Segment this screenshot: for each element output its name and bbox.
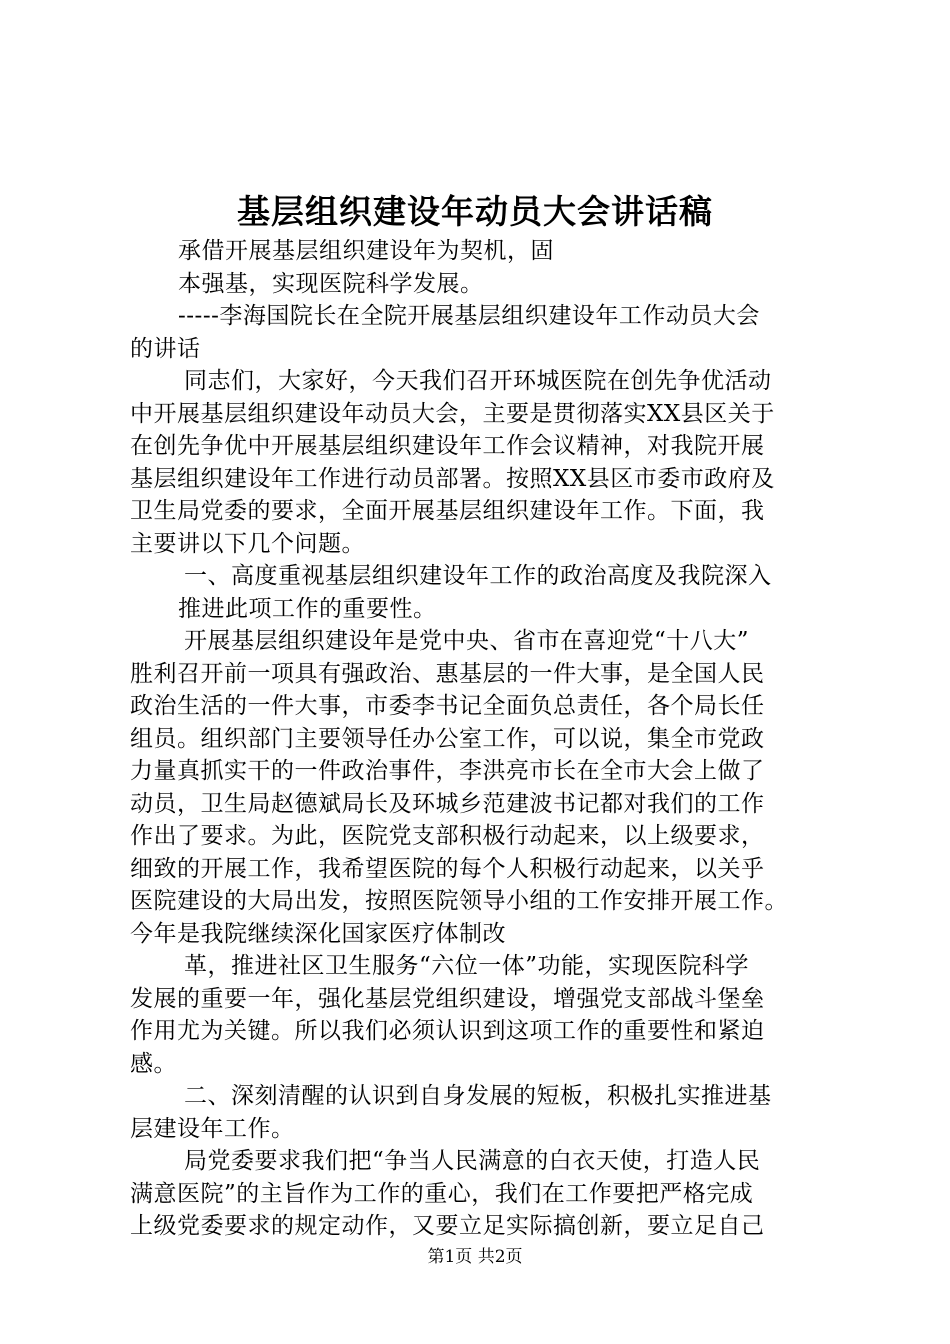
text-line: 开展基层组织建设年是党中央、省市在喜迎党“十八大” <box>184 628 750 654</box>
text-line: 作出了要求。为此，医院党支部积极行动起来，以上级要求， <box>130 823 765 849</box>
text-line: 上级党委要求的规定动作，又要立足实际搞创新，要立足自己 <box>130 1213 765 1239</box>
text-line: 层建设年工作。 <box>130 1116 295 1142</box>
text-line: 满意医院”的主旨作为工作的重心，我们在工作要把严格完成 <box>130 1181 754 1207</box>
text-line: 中开展基层组织建设年动员大会，主要是贯彻落实XX县区关于 <box>130 401 775 427</box>
page-footer: 第1页 共2页 <box>427 1247 523 1267</box>
text-line: 动员，卫生局赵德斌局长及环城乡范建波书记都对我们的工作 <box>130 791 765 817</box>
text-line: 卫生局党委的要求，全面开展基层组织建设年工作。下面，我 <box>130 498 765 524</box>
text-line: 承借开展基层组织建设年为契机，固 <box>178 238 554 264</box>
text-line: 基层组织建设年工作进行动员部署。按照XX县区市委市政府及 <box>130 466 775 492</box>
text-line: 今年是我院继续深化国家医疗体制改 <box>130 921 506 947</box>
text-line: 局党委要求我们把“争当人民满意的白衣天使，打造人民 <box>184 1148 761 1174</box>
text-line: 作用尤为关键。所以我们必须认识到这项工作的重要性和紧迫 <box>130 1018 765 1044</box>
text-line: 在创先争优中开展基层组织建设年工作会议精神，对我院开展 <box>130 433 765 459</box>
text-line: -----李海国院长在全院开展基层组织建设年工作动员大会 <box>178 303 760 329</box>
text-line: 本强基，实现医院科学发展。 <box>178 271 484 297</box>
text-line: 的讲话 <box>130 336 201 362</box>
document-title: 基层组织建设年动员大会讲话稿 <box>237 192 713 231</box>
text-line: 胜利召开前一项具有强政治、惠基层的一件大事，是全国人民 <box>130 661 765 687</box>
text-line: 组员。组织部门主要领导任办公室工作，可以说，集全市党政 <box>130 726 765 752</box>
text-line: 感。 <box>130 1051 177 1077</box>
text-line: 力量真抓实干的一件政治事件，李洪亮市长在全市大会上做了 <box>130 758 765 784</box>
text-line: 主要讲以下几个问题。 <box>130 531 365 557</box>
text-line: 发展的重要一年，强化基层党组织建设，增强党支部战斗堡垒 <box>130 986 765 1012</box>
text-line: 革，推进社区卫生服务“六位一体”功能，实现医院科学 <box>184 953 750 979</box>
text-line: 推进此项工作的重要性。 <box>178 596 437 622</box>
text-line: 政治生活的一件大事，市委李书记全面负总责任，各个局长任 <box>130 693 765 719</box>
text-line: 细致的开展工作，我希望医院的每个人积极行动起来，以关乎 <box>130 856 765 882</box>
text-line: 二、深刻清醒的认识到自身发展的短板，积极扎实推进基 <box>184 1083 772 1109</box>
text-line: 一、高度重视基层组织建设年工作的政治高度及我院深入 <box>184 563 772 589</box>
text-line: 医院建设的大局出发，按照医院领导小组的工作安排开展工作。 <box>130 888 788 914</box>
text-line: 同志们，大家好，今天我们召开环城医院在创先争优活动 <box>184 368 772 394</box>
